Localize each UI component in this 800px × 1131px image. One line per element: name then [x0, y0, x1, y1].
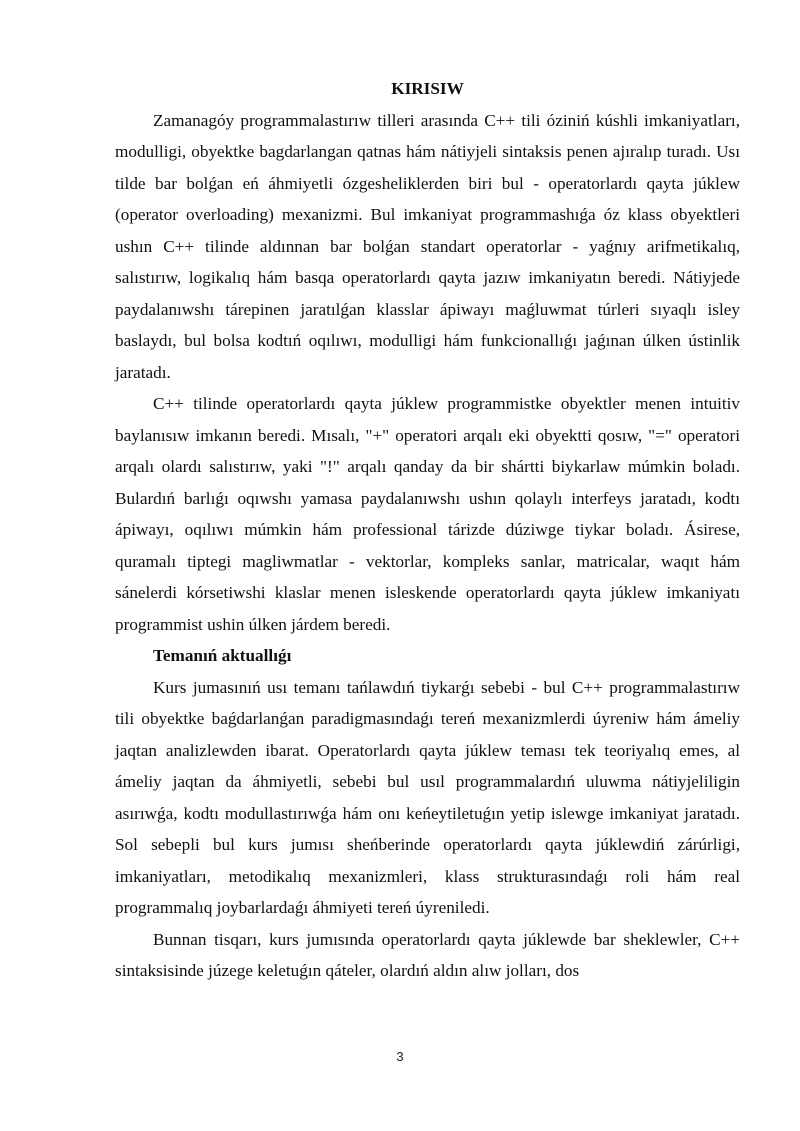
section-title: KIRISIW — [391, 79, 464, 98]
relevance-paragraph-2: Bunnan tisqarı, kurs jumısında operatorlardı qayta júklewde bar sheklewler, C++ sintaksisinde júzege keletuǵın qáteler, olardıń aldın alıw jolları, dos — [115, 929, 740, 980]
relevance-paragraph-1: Kurs jumasınıń usı temanı tańlawdıń tiykarǵı sebebi - bul C++ programmalastırıw tili obyektke baǵdarlanǵan paradigmasındaǵı tereń mexanizmlerdi úyreniw hám ámeliy jaqtan analizlewden ibarat. Operatorlardı qayta júklew teması tek teoriyalıq emes, al ámeliy jaqtan da áhmiyetli, sebebi bul usıl programmalardıń uluwma nátiyjeliligin asırıwǵa, kodtı modullastırıwǵa hám onı keńeytiletuǵın yetip islewge imkaniyat jaratadı. Sol sebepli bul kurs jumısı sheńberinde operatorlardı qayta júklewdiń zárúrligi, imkaniyatları, metodikalıq mexanizmleri, klass strukturasındaǵı roli hám real programmalıq joybarlardaǵı áhmiyeti tereń úyreniledi. — [115, 677, 740, 917]
intro-paragraph-1: Zamanagóy programmalastırıw tilleri arasında C++ tili óziniń kúshli imkaniyatları, modulligi, obyektke bagdarlangan qatnas hám nátiyjeli sintaksis penen ajıralıp turadı. Usı tilde bar bolǵan eń áhmiyetli ózgesheliklerden biri bul - operatorlardı qayta júklew (operator overloading) mexanizmi. Bul imkaniyat programmashıǵa óz klass obyektleri ushın C++ tilinde aldınnan bar bolǵan standart operatorlar - yaǵnıy arifmetikalıq, salıstırıw, logikalıq hám basqa operatorlardı qayta jazıw imkaniyatın beredi. Nátiyjede paydalanıwshı tárepinen jaratılǵan klasslar ápiwayı maǵluwmat túrleri sıyaqlı isley baslaydı, bul bolsa kodtıń oqılıwı, modulligi hám funkcionallıǵı jaǵınan úlken ústinlik jaratadı. — [115, 110, 740, 382]
subheading-relevance: Temanıń aktuallıǵı — [153, 646, 292, 665]
page-body — [115, 73, 740, 987]
page-number: 3 — [396, 1049, 404, 1064]
intro-paragraph-2: C++ tilinde operatorlardı qayta júklew programmistke obyektler menen intuitiv baylanısıw imkanın beredi. Mısalı, "+" operatori arqalı eki obyektti qosıw, "=" operatori arqalı olardı salıstırıw, yaki "!" arqalı qanday da bir shártti biykarlaw múmkin boladı. Bulardıń barlıǵı oqıwshı yamasa paydalanıwshı ushın qolaylı interfeys jaratadı, kodtı ápiwayı, oqılıwı múmkin hám professional tárizde dúziwge tiykar boladı. Ásirese, quramalı tiptegi magliwmatlar - vektorlar, kompleks sanlar, matricalar, waqıt hám sánelerdi kórsetiwshi klaslar menen isleskende operatorlardı qayta júklew imkaniyatı programmist ushin úlken járdem beredi. — [115, 394, 740, 634]
